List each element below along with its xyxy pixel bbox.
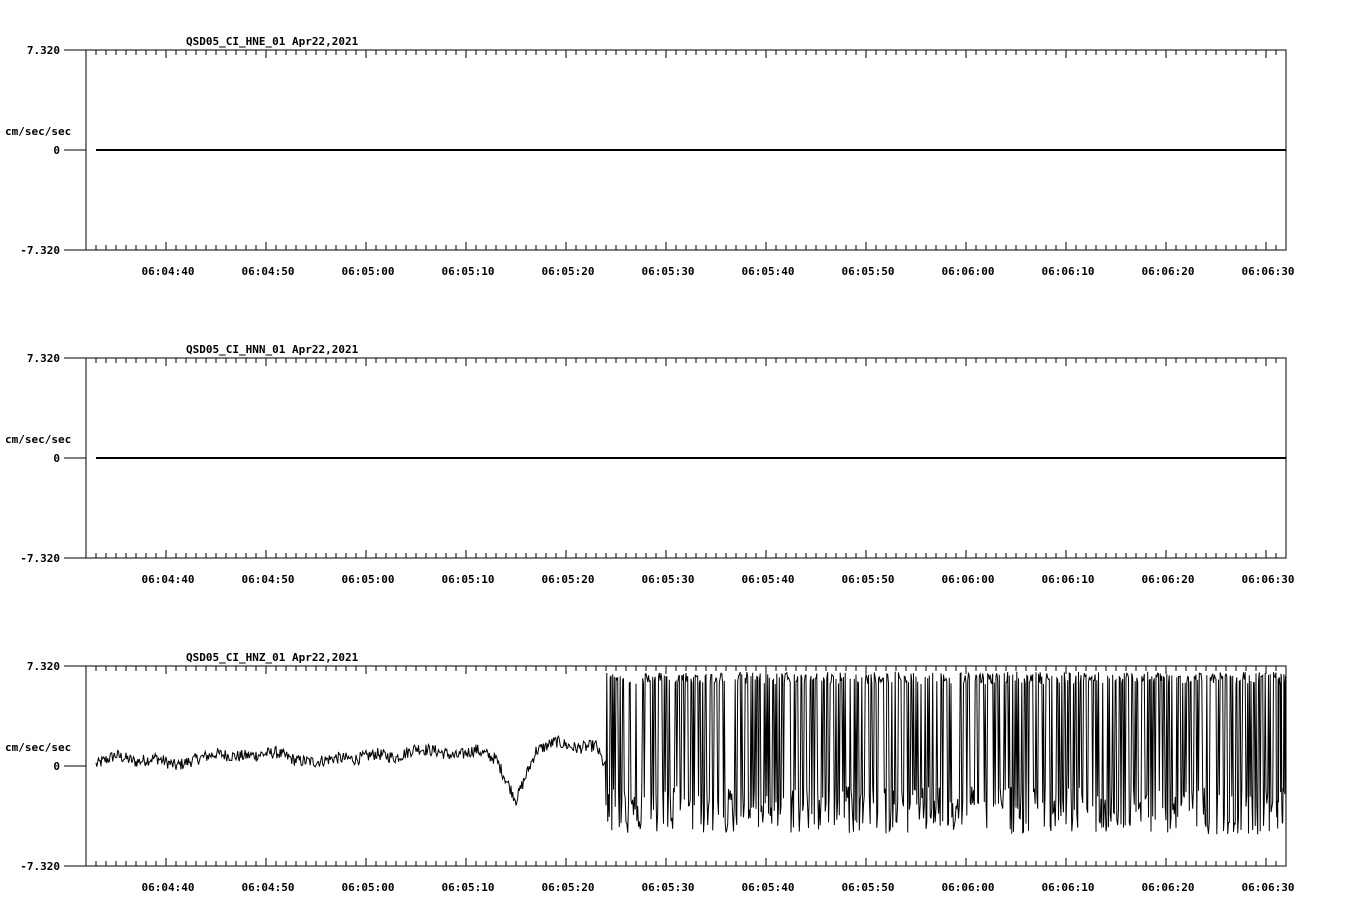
x-tick-label: 06:05:20 (541, 881, 595, 894)
y-tick-label: -7.320 (20, 860, 60, 873)
x-tick-label: 06:05:30 (641, 265, 695, 278)
x-tick-label: 06:06:20 (1141, 573, 1195, 586)
y-tick-label: -7.320 (20, 244, 60, 257)
x-tick-label: 06:06:10 (1041, 881, 1095, 894)
x-tick-label: 06:06:20 (1141, 265, 1195, 278)
x-tick-label: 06:05:00 (341, 881, 395, 894)
chart-title: QSD05_CI_HNN_01 Apr22,2021 (186, 343, 359, 356)
x-tick-label: 06:05:00 (341, 573, 395, 586)
x-tick-label: 06:06:10 (1041, 573, 1095, 586)
y-tick-label: -7.320 (20, 552, 60, 565)
x-tick-label: 06:05:50 (841, 265, 895, 278)
x-tick-label: 06:06:30 (1241, 265, 1295, 278)
chart-title: QSD05_CI_HNE_01 Apr22,2021 (186, 35, 359, 48)
x-tick-label: 06:05:10 (441, 573, 495, 586)
x-tick-label: 06:06:00 (941, 881, 995, 894)
x-tick-label: 06:06:20 (1141, 881, 1195, 894)
x-tick-label: 06:06:30 (1241, 573, 1295, 586)
x-tick-label: 06:06:30 (1241, 881, 1295, 894)
x-tick-label: 06:06:00 (941, 573, 995, 586)
x-tick-label: 06:05:40 (741, 573, 795, 586)
x-tick-label: 06:05:30 (641, 881, 695, 894)
x-tick-label: 06:05:20 (541, 573, 595, 586)
chart-panel-2 (5, 343, 1294, 586)
x-tick-label: 06:05:30 (641, 573, 695, 586)
y-axis-label: cm/sec/sec (5, 433, 72, 446)
x-tick-label: 06:05:10 (441, 881, 495, 894)
y-tick-label: 0 (53, 760, 60, 773)
x-tick-label: 06:04:40 (141, 881, 195, 894)
chart-panel-3 (5, 651, 1294, 894)
y-tick-label: 0 (53, 144, 60, 157)
x-tick-label: 06:05:50 (841, 573, 895, 586)
x-tick-label: 06:05:40 (741, 265, 795, 278)
x-tick-label: 06:04:50 (241, 265, 295, 278)
y-tick-label: 7.320 (26, 660, 60, 673)
chart-panel-1 (5, 35, 1294, 278)
y-axis-label: cm/sec/sec (5, 125, 72, 138)
x-tick-label: 06:04:50 (241, 573, 295, 586)
x-tick-label: 06:06:10 (1041, 265, 1095, 278)
x-tick-label: 06:05:10 (441, 265, 495, 278)
x-tick-label: 06:04:50 (241, 881, 295, 894)
chart-title: QSD05_CI_HNZ_01 Apr22,2021 (186, 651, 359, 664)
y-tick-label: 0 (53, 452, 60, 465)
series-trace (96, 672, 1286, 835)
y-tick-label: 7.320 (26, 44, 60, 57)
x-tick-label: 06:04:40 (141, 265, 195, 278)
x-tick-label: 06:05:40 (741, 881, 795, 894)
x-tick-label: 06:05:00 (341, 265, 395, 278)
x-tick-label: 06:05:50 (841, 881, 895, 894)
plot-frame (86, 666, 1286, 866)
y-axis-label: cm/sec/sec (5, 741, 72, 754)
x-tick-label: 06:06:00 (941, 265, 995, 278)
x-tick-label: 06:05:20 (541, 265, 595, 278)
x-tick-label: 06:04:40 (141, 573, 195, 586)
y-tick-label: 7.320 (26, 352, 60, 365)
